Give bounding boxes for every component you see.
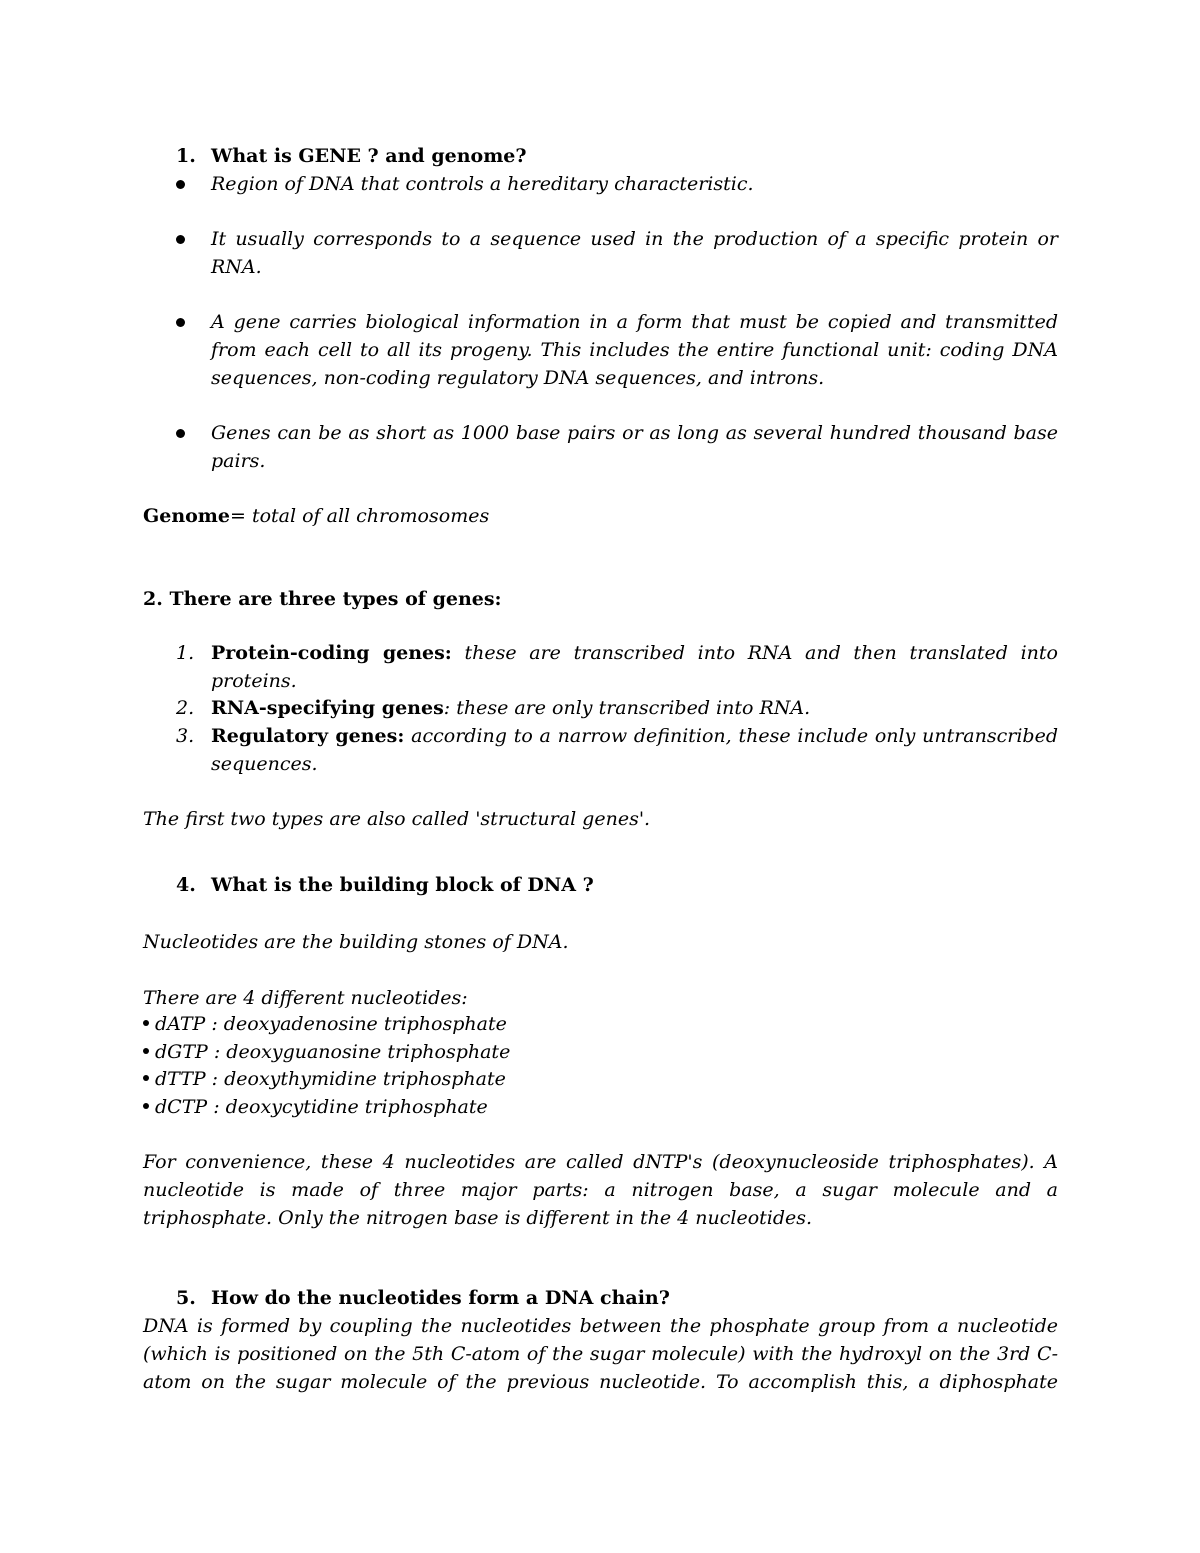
nucleotide-item (143, 1038, 1058, 1066)
section5-line-2: (which is positioned on the 5th C-atom of the sugar molecule) with the hydroxyl on the 3rd C- (143, 1343, 1058, 1365)
bullet-dot (176, 318, 185, 327)
section1-bullet-4: Genes can be as short as 1000 base pairs or as long as several hundred thousand base pairs. (211, 422, 1058, 472)
section2-item-2-term: RNA-specifying genes (211, 697, 444, 719)
section4-heading: What is the building block of DNA ? (211, 874, 594, 896)
bullet-dot (143, 1048, 149, 1054)
section4-number: 4. (176, 874, 196, 896)
nucleotide-item (143, 1010, 1058, 1038)
section2-item-3-term: Regulatory genes: (211, 725, 405, 747)
bullet-dot (176, 180, 185, 189)
section2-item-3 (211, 722, 1058, 778)
section5-number: 5. (176, 1287, 196, 1309)
bullet-dot (143, 1075, 149, 1081)
section2-item-2-number: 2. (176, 697, 195, 719)
nucleotide-text: dATP : deoxyadenosine triphosphate (155, 1013, 507, 1035)
section2-item-1-text: these are transcribed into RNA and then translated into proteins. (211, 642, 1058, 692)
nucleotide-item (143, 1065, 1058, 1093)
section2-heading: 2. There are three types of genes: (143, 588, 502, 610)
section1-bullet-1: Region of DNA that controls a hereditary characteristic. (211, 173, 754, 195)
genome-label: Genome (143, 505, 230, 527)
bullet-dot (176, 235, 185, 244)
bullet-dot (176, 429, 185, 438)
nucleotide-text: dCTP : deoxycytidine triphosphate (155, 1096, 488, 1118)
section2-item-1-number: 1. (176, 642, 195, 664)
section1-bullet-2: It usually corresponds to a sequence used in the production of a specific protein or RNA. (211, 228, 1058, 278)
section5-line-3: atom on the sugar molecule of the previous nucleotide. To accomplish this, a diphosphate (143, 1371, 1058, 1393)
section2-item-2-text: : these are only transcribed into RNA. (443, 697, 811, 719)
section1-bullet-3: A gene carries biological information in a form that must be copied and transmitted from each cell to all its progeny. This includes the entire functional unit: coding DNA sequences, non-coding regulatory DNA sequences, and introns. (211, 311, 1058, 389)
genome-definition (143, 502, 1058, 530)
nucleotide-item (143, 1093, 1058, 1121)
section2-item-1-term: Protein-coding genes: (211, 642, 452, 664)
bullet-dot (143, 1020, 149, 1026)
section1-number: 1. (176, 145, 196, 167)
section4-list-intro: There are 4 different nucleotides: (143, 987, 468, 1009)
section2-note: The first two types are also called 'structural genes'. (143, 808, 651, 830)
nucleotide-text: dGTP : deoxyguanosine triphosphate (155, 1041, 511, 1063)
genome-text: = total of all chromosomes (230, 505, 490, 527)
section2-item-3-number: 3. (176, 725, 195, 747)
section2-item-1 (211, 639, 1058, 695)
bullet-dot (143, 1103, 149, 1109)
section2-item-2 (211, 694, 1058, 722)
section1-heading: What is GENE ? and genome? (211, 145, 527, 167)
section5-line-1: DNA is formed by coupling the nucleotides between the phosphate group from a nucleotide (143, 1315, 1058, 1337)
nucleotide-text: dTTP : deoxythymidine triphosphate (155, 1068, 506, 1090)
section2-item-3-text: according to a narrow definition, these include only untranscribed sequences. (211, 725, 1058, 775)
section4-intro: Nucleotides are the building stones of DNA. (143, 931, 569, 953)
section4-paragraph: For convenience, these 4 nucleotides are called dNTP's (deoxynucleoside triphosphates). A nucleotide is made of three major parts: a nitrogen base, a sugar molecule and a triphosphate. Only the nitrogen base is different in the 4 nucleotides. (143, 1151, 1058, 1229)
section5-heading: How do the nucleotides form a DNA chain? (211, 1287, 670, 1309)
